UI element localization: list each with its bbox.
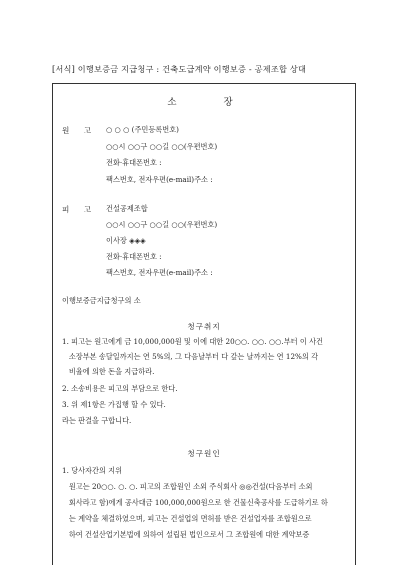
plaintiff-address: ○○시 ○○구 ○○길 ○○(우편번호) <box>106 142 218 151</box>
defendant-representative: 이사장 ◈◈◈ <box>106 236 146 245</box>
case-name: 이행보증금지급청구의 소 <box>62 296 141 305</box>
plaintiff-role: 원 고 <box>62 126 98 135</box>
claim-line: 3. 위 제1항은 가집행 할 수 있다. <box>62 400 166 409</box>
cause-line: 는 계약을 체결하였으며, 피고는 건설업의 면허를 받은 건설업자를 조합원으로 <box>62 514 312 523</box>
defendant-fax-email: 팩스번호, 전자우편(e-mail)주소 : <box>106 268 213 277</box>
plaintiff-phone: 전화·휴대폰번호 : <box>106 158 162 167</box>
defendant-address: ○○시 ○○구 ○○길 ○○(우편번호) <box>106 220 218 229</box>
defendant-phone: 전화·휴대폰번호 : <box>106 252 162 261</box>
claim-line: 소장부본 송달일까지는 연 5%의, 그 다음날부터 다 갚는 날까지는 연 12%의 각 <box>62 352 319 361</box>
cause-heading: 청구원인 <box>187 449 221 458</box>
cause-line: 원고는 20○○. ○. ○. 피고의 조합원인 소외 주식회사 ◎◎건설(다음부터 소외 <box>62 482 313 491</box>
claim-line: 2. 소송비용은 피고의 부담으로 한다. <box>62 384 178 393</box>
document-header: [서식] 이행보증금 지급청구 : 건축도급계약 이행보증 - 공제조합 상대 <box>52 64 307 74</box>
cause-line: 1. 당사자간의 지위 <box>62 466 123 475</box>
claim-heading: 청구취지 <box>187 322 221 331</box>
plaintiff-name: ○ ○ ○ (주민등록번호) <box>106 125 179 134</box>
defendant-name: 건설공제조합 <box>106 204 148 213</box>
cause-line: 하여 건설산업기본법에 의하여 설립된 법인으로서 그 조합원에 대한 계약보증 <box>62 530 310 539</box>
document-title: 소 장 <box>167 97 255 108</box>
plaintiff-fax-email: 팩스번호, 전자우편(e-mail)주소 : <box>106 175 213 184</box>
cause-line: 회사라고 함)에게 공사대금 100,000,000원으로 한 건물신축공사를 도급하기로 하 <box>62 498 328 507</box>
defendant-role: 피 고 <box>62 205 98 214</box>
claim-line: 1. 피고는 원고에게 금 10,000,000원 및 이에 대한 20○○. ○○. ○○.부터 이 사건 <box>62 337 323 346</box>
claim-line: 비율에 의한 돈을 지급하라. <box>62 367 155 376</box>
claim-line: 라는 판결을 구합니다. <box>62 416 132 425</box>
